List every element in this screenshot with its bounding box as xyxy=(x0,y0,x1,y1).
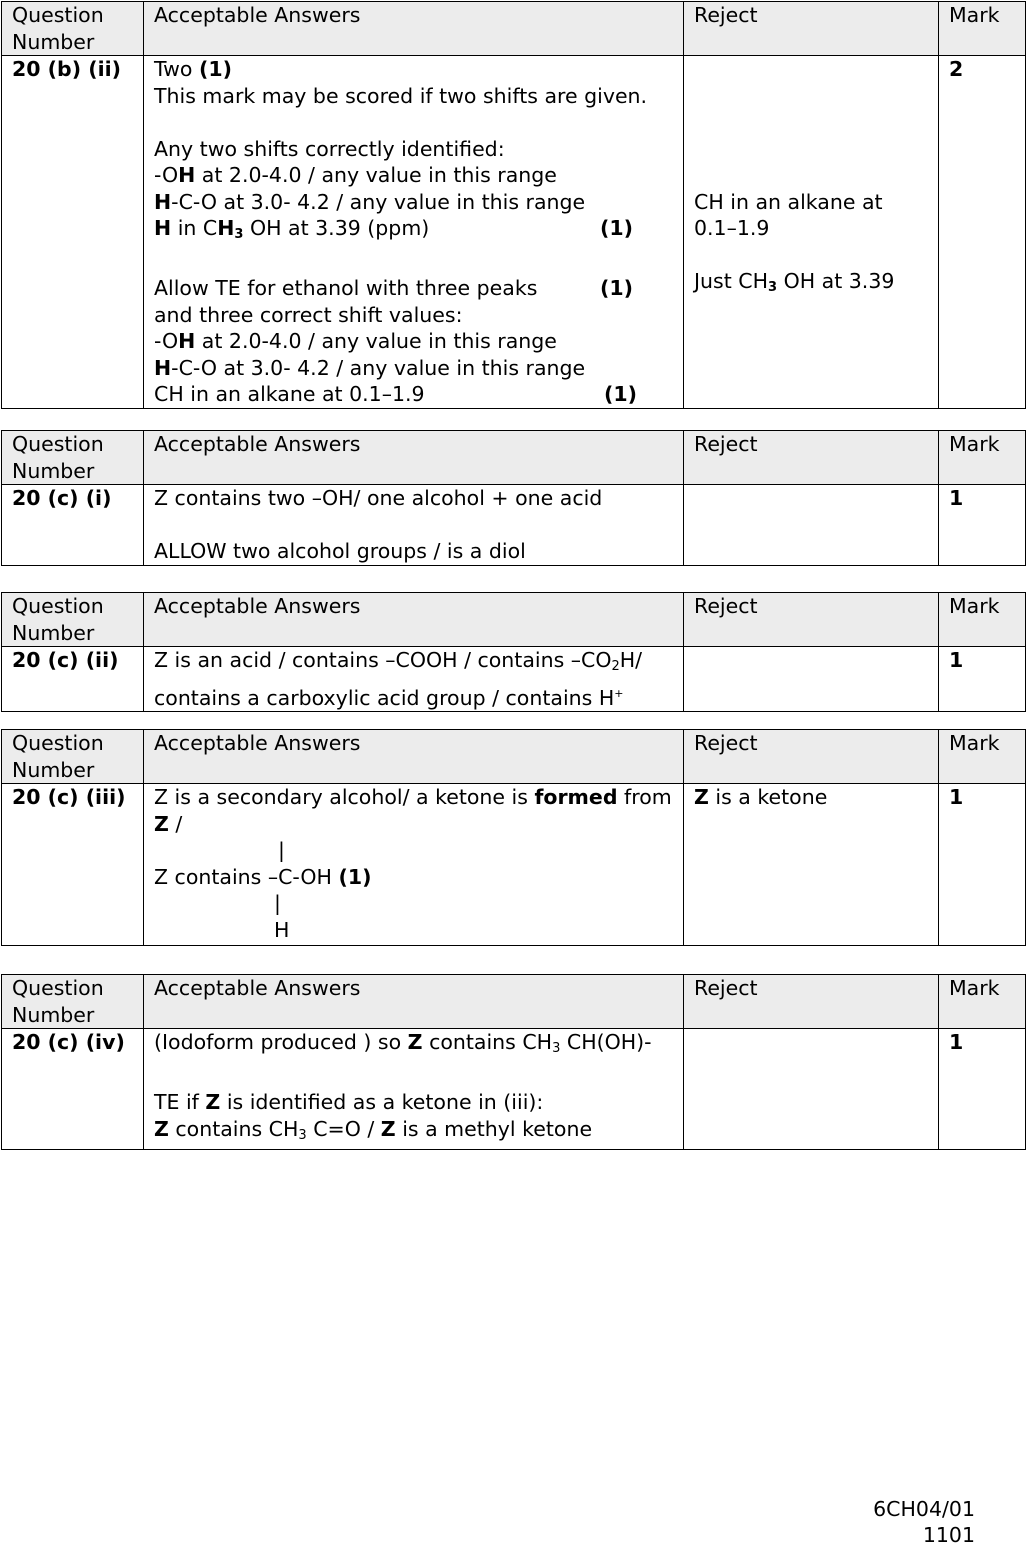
table-row xyxy=(2,647,1026,712)
answer-line: Z contains –C-OH (1) xyxy=(154,864,372,889)
answer-line: Allow TE for ethanol with three peaks (1) xyxy=(154,276,633,300)
answer-line: Z contains $CH_3$ C=O / Z is a methyl ketone xyxy=(154,1116,593,1143)
question-number: 20 (c) (ii) xyxy=(2,647,144,712)
answer-line: CH in an alkane at 0.1–1.9 (1) xyxy=(154,382,637,406)
mark-value: 2 xyxy=(939,56,1026,409)
header-reject: Reject xyxy=(684,431,939,485)
reject-line: CH in an alkane at xyxy=(694,189,883,214)
answer-line: Z is a secondary alcohol/ a ketone is formed from xyxy=(154,785,672,809)
answer-line: This mark may be scored if two shifts are given. xyxy=(154,83,648,108)
reject-line: Z is a ketone xyxy=(694,785,828,809)
header-mark: Mark xyxy=(939,431,1026,485)
table-header-row xyxy=(2,975,1026,1029)
table-header-row xyxy=(2,2,1026,56)
page-footer xyxy=(873,1496,975,1548)
question-number: 20 (b) (ii) xyxy=(2,56,144,409)
answer-line: Z / xyxy=(154,811,183,836)
structure-atom-line: H xyxy=(274,917,290,942)
answer-line: H-C-O at 3.0- 4.2 / any value in this range xyxy=(154,189,586,214)
reject-cell xyxy=(684,56,939,409)
paper-code: 6CH04/01 xyxy=(873,1497,975,1521)
mark-value: 1 xyxy=(939,485,1026,566)
table-header-row xyxy=(2,593,1026,647)
table-row xyxy=(2,485,1026,566)
header-mark: Mark xyxy=(939,730,1026,784)
header-acceptable-answers: Acceptable Answers xyxy=(144,730,684,784)
answer-line: H-C-O at 3.0- 4.2 / any value in this range xyxy=(154,355,586,380)
table-row xyxy=(2,56,1026,409)
header-acceptable-answers: Acceptable Answers xyxy=(144,975,684,1029)
answer-line: -OH at 2.0-4.0 / any value in this range xyxy=(154,329,557,353)
answer-line: Two (1) xyxy=(154,57,232,81)
header-question-number: Question Number xyxy=(2,593,144,647)
markscheme-table-20c-ii xyxy=(1,592,1026,712)
answer-line: -OH at 2.0-4.0 / any value in this range xyxy=(154,163,557,187)
header-mark: Mark xyxy=(939,2,1026,56)
mark-indicator: (1) xyxy=(599,276,633,300)
table-header-row xyxy=(2,431,1026,485)
table-row xyxy=(2,1029,1026,1150)
header-mark: Mark xyxy=(939,593,1026,647)
reject-cell xyxy=(684,485,939,566)
header-acceptable-answers: Acceptable Answers xyxy=(144,431,684,485)
reject-line: Just $CH_3$ OH at 3.39 xyxy=(694,269,895,295)
header-question-number: Question Number xyxy=(2,975,144,1029)
mark-value: 1 xyxy=(939,647,1026,712)
question-number: 20 (c) (iv) xyxy=(2,1029,144,1150)
header-reject: Reject xyxy=(684,2,939,56)
answer-line: ALLOW two alcohol groups / is a diol xyxy=(154,539,526,563)
header-acceptable-answers: Acceptable Answers xyxy=(144,2,684,56)
acceptable-answers-cell xyxy=(144,56,684,409)
page-code: 1101 xyxy=(922,1523,975,1547)
header-question-number: Question Number xyxy=(2,431,144,485)
acceptable-answers-cell xyxy=(144,784,684,946)
header-reject: Reject xyxy=(684,975,939,1029)
answer-line: (Iodoform produced ) so Z contains $CH_3$ CH(OH)- xyxy=(154,1030,652,1056)
reject-cell xyxy=(684,1029,939,1150)
answer-line: H in $CH_3$ OH at 3.39 (ppm) (1) xyxy=(154,216,633,242)
table-row xyxy=(2,784,1026,946)
acceptable-answers-cell xyxy=(144,647,684,712)
answer-line: TE if Z is identified as a ketone in (iii): xyxy=(154,1090,544,1114)
mark-value: 1 xyxy=(939,784,1026,946)
markscheme-table-20c-iii xyxy=(1,729,1026,946)
header-question-number: Question Number xyxy=(2,2,144,56)
reject-cell xyxy=(684,647,939,712)
answer-line: and three correct shift values: xyxy=(154,302,463,327)
answer-line: contains a carboxylic acid group / contains H+ xyxy=(154,685,624,710)
header-reject: Reject xyxy=(684,730,939,784)
markscheme-table-20c-i xyxy=(1,430,1026,566)
question-number: 20 (c) (i) xyxy=(2,485,144,566)
structure-bond-line: | xyxy=(274,891,281,915)
markscheme-table-20c-iv xyxy=(1,974,1026,1150)
header-mark: Mark xyxy=(939,975,1026,1029)
structure-bond-line: | xyxy=(278,838,285,862)
reject-cell xyxy=(684,784,939,946)
mark-indicator: (1) xyxy=(603,382,637,406)
question-number: 20 (c) (iii) xyxy=(2,784,144,946)
header-question-number: Question Number xyxy=(2,730,144,784)
header-reject: Reject xyxy=(684,593,939,647)
answer-line: Any two shifts correctly identified: xyxy=(154,136,505,161)
acceptable-answers-cell xyxy=(144,485,684,566)
acceptable-answers-cell xyxy=(144,1029,684,1150)
mark-indicator: (1) xyxy=(599,216,633,240)
answer-line: Z is an acid / contains –COOH / contains $-CO_2H/$ xyxy=(154,648,643,674)
reject-line: 0.1–1.9 xyxy=(694,216,770,240)
header-acceptable-answers: Acceptable Answers xyxy=(144,593,684,647)
answer-line: Z contains two –OH/ one alcohol + one acid xyxy=(154,486,603,510)
markscheme-table-20b-ii xyxy=(1,1,1026,409)
mark-value: 1 xyxy=(939,1029,1026,1150)
table-header-row xyxy=(2,730,1026,784)
